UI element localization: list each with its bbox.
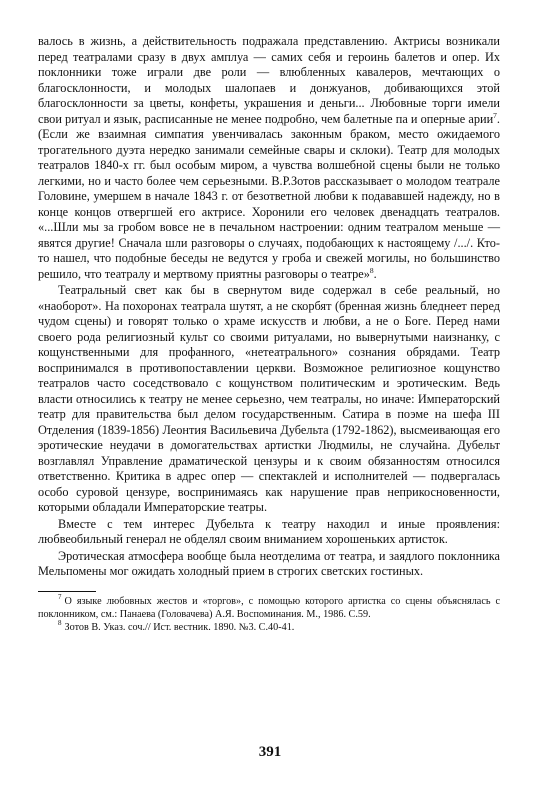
footnote-7 [38, 595, 500, 621]
footnote-ref-8: 8 [369, 265, 374, 275]
footnote-mark: 8 [58, 619, 62, 628]
footnote-8 [38, 621, 500, 634]
paragraph-text: валось в жизнь, а действительность подражала представлению. Актрисы возникали перед театралами сразу в двух амплуа — самих себя и героинь балетов и опер. Их поклонники тоже играли две роли — влюбленных кавалеров, мечтающих о благосклонности, и молодых шалопаев и донжуанов, добивающихся этой благосклонности за цветы, конфеты, украшения и деньги... Любовные торги имели свои ритуал и язык, расписанные не менее подробно, чем балетные па и оперные арии [38, 34, 500, 126]
paragraph-3 [38, 517, 500, 548]
paragraph-text: Вместе с тем интерес Дубельта к театру находил и иные проявления: любвеобильный генерал не обделял своим вниманием хорошеньких артисток. [38, 516, 500, 546]
footnote-mark: 7 [58, 593, 62, 602]
page-number: 391 [258, 744, 282, 760]
paragraph-2 [38, 283, 500, 516]
paragraph-text: Театральный свет как бы в свернутом виде содержал в себе реальный, но «наоборот». На похоронах театрала шутят, а не скорбят (бренная жизнь бледнеет перед чудом сцены) и говорят только о храме искусств и любви, а не о Боге. Перед нами своего рода религиозный культ со своими ритуалами, но вывернутыми наизнанку, с кощунственными для профанного, «нетеатрального» сознания обрядами. Театр воспринимался в противопоставлении церкви. Возможное религиозное кощунство театралов часто соседствовало с кощунством политическим и эротическим. Ведь власти относились к театру не менее серьезно, чем театралы, но иначе: Императорский театр для правительства был делом государственным. Сатира в поэме на шефа III Отделения (1839-1856) Леонтия Васильевича Дубельта (1792-1862), высмеивающая его эротические неудачи в домогательствах артистки Людмилы, не случайна. Дубельт возглавлял Управление драматической цензуры и к своим обязанностям относился ответственно. Критика в адрес опер — спектаклей и исполнителей — подвергалась особо суровой цензуре, воспринимаясь как нарушение прав неприкосновенности, которыми обладали Императорские театры. [38, 283, 500, 514]
paragraph-1 [38, 34, 500, 282]
paragraph-text: Эротическая атмосфера вообще была неотделима от театра, и заядлого поклонника Мельпомены мог ожидать холодный прием в строгих светских гостиных. [38, 548, 500, 578]
body-text [38, 34, 500, 580]
footnotes [38, 595, 500, 634]
paragraph-text: . (Если же взаимная симпатия увенчивалась законным браком, место ожидаемого трогательного дуэта нередко занимали семейные свары и склоки). Театр для молодых театралов 1840-х гг. был особым миром, а чувства волшебной сцены были не только легкими, но и часто более чем серьезными. В.Р.Зотов рассказывает о молодом театрале Головине, умершем в начале 1843 г. от безответной любви к подававшей надежду, но в конце концов отвергшей его актрисе. Хоронили его человек двенадцать театралов. «...Шли мы за гробом вовсе не в печальном настроении: одним театралом меньше — явятся другие! Сначала шли разговоры о случаях, подобающих к настоящему /.../. Кто-то нашел, что подобные беседы не ведутся у гроба и свежей могилы, но большинство решило, что театралу и мертвому приятны разговоры о театре» [38, 111, 500, 281]
footnote-text: Зотов В. Указ. соч.// Ист. вестник. 1890. №3. С.40-41. [64, 621, 295, 633]
footnote-divider [38, 591, 96, 592]
paragraph-text: . [373, 266, 377, 281]
paragraph-4 [38, 549, 500, 580]
footnote-text: О языке любовных жестов и «торгов», с помощью которого артистка со сцены объяснялась с поклонником, см.: Панаева (Головачева) А.Я. Воспоминания. М., 1986. С.59. [38, 595, 500, 620]
footnote-ref-7: 7 [493, 110, 497, 120]
